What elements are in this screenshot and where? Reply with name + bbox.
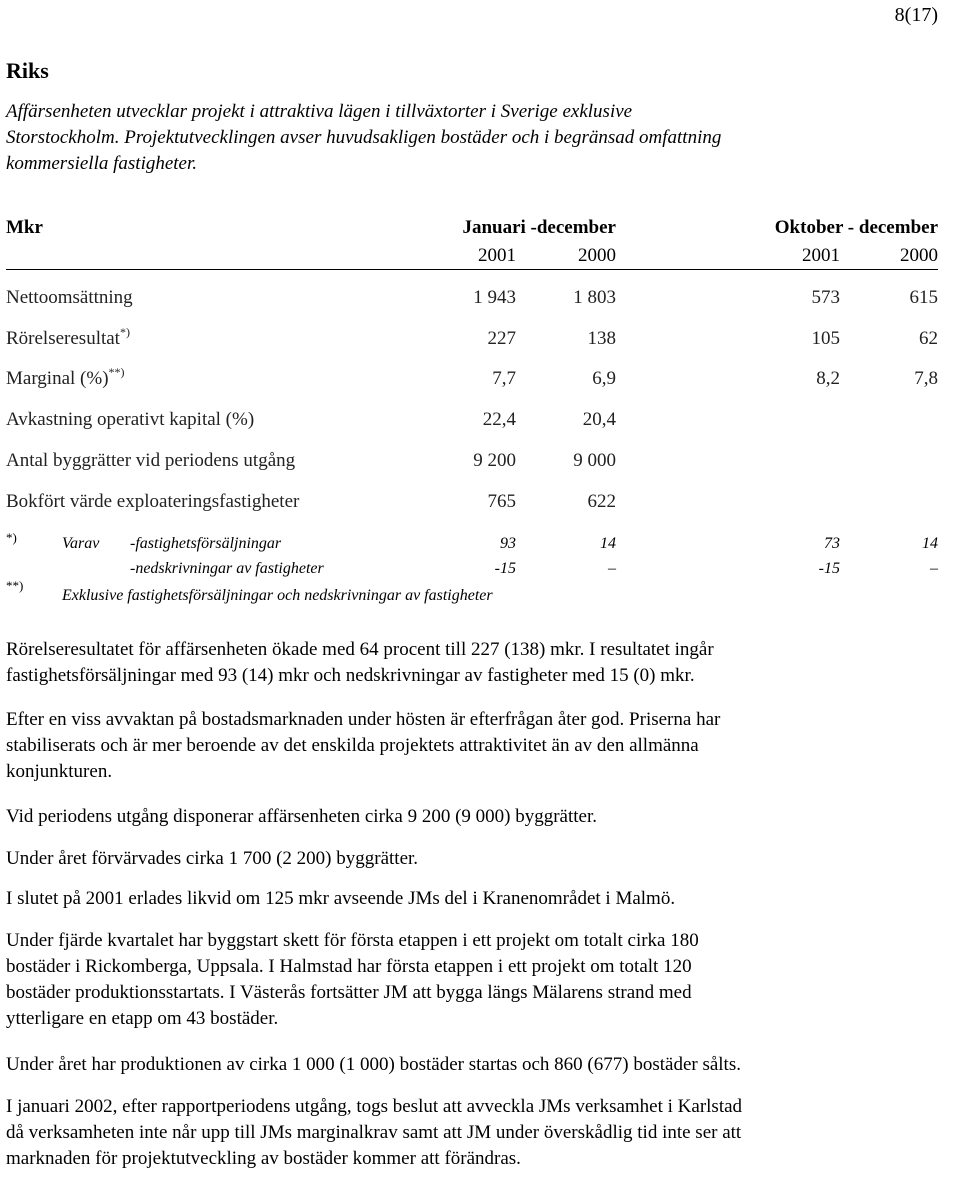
table-row [0,489,960,515]
intro-line: Storstockholm. Projektutvecklingen avser huvudsakligen bostäder och i begränsad omfattning [6,127,722,148]
section-title: Riks [6,58,49,83]
row-label: Marginal (%)**) [6,365,125,389]
table-header-periods [0,215,960,241]
footnote-note: Exklusive fastighetsförsäljningar och nedskrivningar av fastigheter [62,587,493,604]
footnote-value: 73 [824,535,840,552]
footnote-value: -15 [494,560,516,577]
row-value: 622 [587,491,616,512]
row-value: 7,8 [914,368,938,389]
table-row [0,285,960,311]
page-number: 8(17) [894,4,938,26]
row-label: Rörelseresultat*) [6,325,130,349]
period-quarter: Oktober - december [774,217,938,238]
row-value: 7,7 [492,368,516,389]
row-label: Bokfört värde exploateringsfastigheter [6,491,300,512]
table-row [0,326,960,352]
row-value: 9 200 [473,450,516,471]
row-value: 615 [909,287,938,308]
row-value: 22,4 [482,409,516,430]
row-value: 573 [811,287,840,308]
footnote-mark: **) [6,578,24,593]
row-value: 6,9 [592,368,616,389]
footnote-mark: *) [6,530,17,545]
footnote-line [0,578,960,605]
footnote-value: 93 [500,535,516,552]
body-paragraph: Rörelseresultatet för affärsenheten ökade med 64 procent till 227 (138) mkr. I resultatet ingår fastighetsförsäljningar med 93 (14) mkr och nedskrivningar av fastigheter med 15 (0) mkr. [6,639,714,686]
table-row [0,448,960,474]
table-row [0,366,960,392]
intro-line: Affärsenheten utvecklar projekt i attraktiva lägen i tillväxtorter i Sverige exklusive [6,101,633,122]
body-paragraph: I januari 2002, efter rapportperiodens utgång, togs beslut att avveckla JMs verksamhet i Karlstad då verksamheten inte når upp till JMs marginalkrav samt att JM under överskådlig tid inte ser att marknaden för projektutveckling av bostäder kommer att förändras. [6,1096,743,1169]
row-label: Avkastning operativt kapital (%) [6,409,255,430]
row-value: 9 000 [573,450,616,471]
year-col-1: 2001 [478,245,516,266]
header-rule [6,269,938,270]
row-value: 8,2 [816,368,840,389]
row-label: Antal byggrätter vid periodens utgång [6,450,296,471]
row-label: Nettoomsättning [6,287,133,308]
intro-text [6,99,946,177]
body-paragraph: Under året har produktionen av cirka 1 000 (1 000) bostäder startas och 860 (677) bostäder sålts. [6,1054,741,1075]
body-paragraph: I slutet på 2001 erlades likvid om 125 mkr avseende JMs del i Kranenområdet i Malmö. [6,888,676,909]
row-value: 105 [811,328,840,349]
body-paragraph: Under fjärde kvartalet har byggstart skett för första etappen i ett projekt om totalt cirka 180 bostäder i Rickomberga, Uppsala. I Halmstad har första etappen i ett projekt om totalt 120 bostäder produktionsstartats. I Västerås fortsätter JM att bygga längs Mälarens strand med ytterligare en etapp om 43 bostäder. [6,930,699,1029]
intro-line: kommersiella fastigheter. [6,153,198,174]
body-paragraph: Vid periodens utgång disponerar affärsenheten cirka 9 200 (9 000) byggrätter. [6,806,598,827]
row-value: 1 943 [473,287,516,308]
year-col-2: 2000 [578,245,616,266]
body-paragraph: Under året förvärvades cirka 1 700 (2 200) byggrätter. [6,848,419,869]
unit-label: Mkr [6,217,43,238]
row-value: 1 803 [573,287,616,308]
footnote-value: 14 [600,535,616,552]
footnote-varav: Varav [62,535,100,552]
row-value: 62 [919,328,938,349]
row-value: 20,4 [582,409,616,430]
period-full-year: Januari -december [462,217,616,238]
year-col-4: 2000 [900,245,938,266]
footnote-value: – [608,560,616,577]
body-paragraph: Efter en viss avvaktan på bostadsmarknaden under hösten är efterfrågan åter god. Priserna har stabiliserats och är mer beroende av det enskilda projektets attraktivitet än av den allmänna konjunkturen. [6,709,721,782]
footnote-value: – [930,560,938,577]
footnote-line [0,531,960,553]
footnote-line [0,556,960,578]
table-row [0,407,960,433]
footnote-value: 14 [922,535,938,552]
footnote-item-label: -fastighetsförsäljningar [130,535,282,552]
year-col-3: 2001 [802,245,840,266]
row-value: 138 [587,328,616,349]
row-value: 765 [487,491,516,512]
footnote-value: -15 [818,560,840,577]
footnote-item-label: -nedskrivningar av fastigheter [130,560,324,577]
table-header-years [0,243,960,269]
row-value: 227 [487,328,516,349]
